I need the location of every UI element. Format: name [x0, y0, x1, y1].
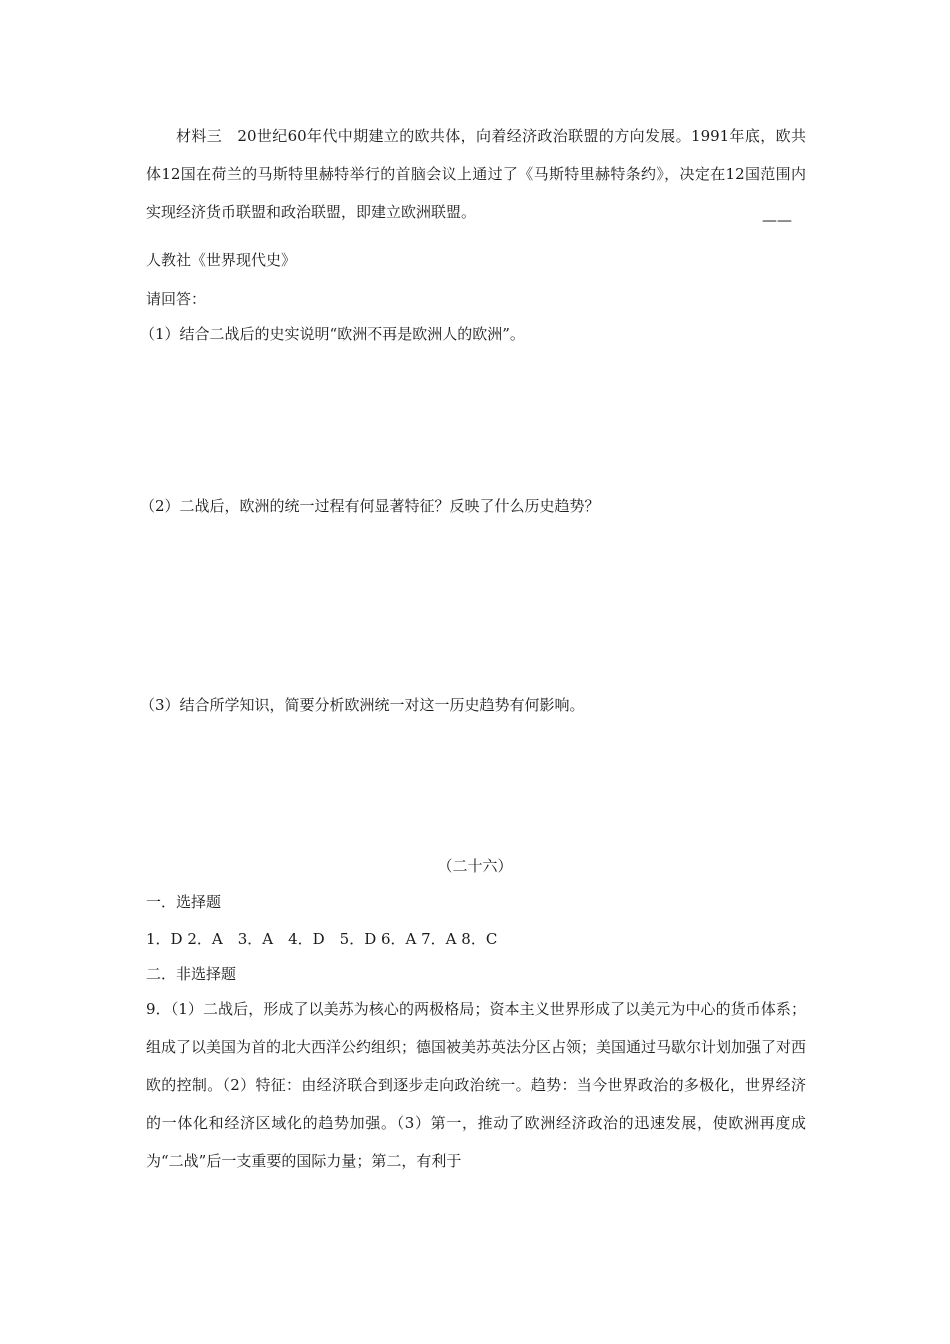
material-source: 人教社《世界现代史》: [146, 251, 297, 269]
answer-section-title: （二十六）: [437, 857, 513, 875]
choice-section-heading: 一．选择题: [146, 893, 222, 911]
answer-prompt: 请回答：: [146, 290, 207, 308]
question-3: （3）结合所学知识，简要分析欧洲统一对这一历史趋势有何影响。: [140, 696, 585, 714]
question-1: （1）结合二战后的史实说明“欧洲不再是欧洲人的欧洲”。: [140, 325, 525, 343]
question-2: （2）二战后，欧洲的统一过程有何显著特征？反映了什么历史趋势？: [140, 497, 600, 515]
attribution-dash: ——: [762, 211, 792, 229]
choice-answers: 1．D 2．A 3．A 4．D 5．D 6．A 7．A 8．C: [146, 930, 498, 948]
question-9-answer: 9．（1）二战后，形成了以美苏为核心的两极格局；资本主义世界形成了以美元为中心的货币体系；组成了以美国为首的北大西洋公约组织；德国被美苏英法分区占领；美国通过马歇尔计划加强了对西欧的控制。（2）特征：由经济联合到逐步走向政治统一。趋势：当今世界政治的多极化，世界经济的一体化和经济区域化的趋势加强。（3）第一，推动了欧洲经济政治的迅速发展，使欧洲再度成为“二战”后一支重要的国际力量；第二，有利于: [146, 1000, 806, 1170]
material-three-paragraph: 材料三 20世纪60年代中期建立的欧共体，向着经济政治联盟的方向发展。1991年底，欧共体12国在荷兰的马斯特里赫特举行的首脑会议上通过了《马斯特里赫特条约》，决定在12国范围内实现经济货币联盟和政治联盟，即建立欧洲联盟。: [146, 127, 806, 221]
non-choice-section-heading: 二．非选择题: [146, 965, 237, 983]
